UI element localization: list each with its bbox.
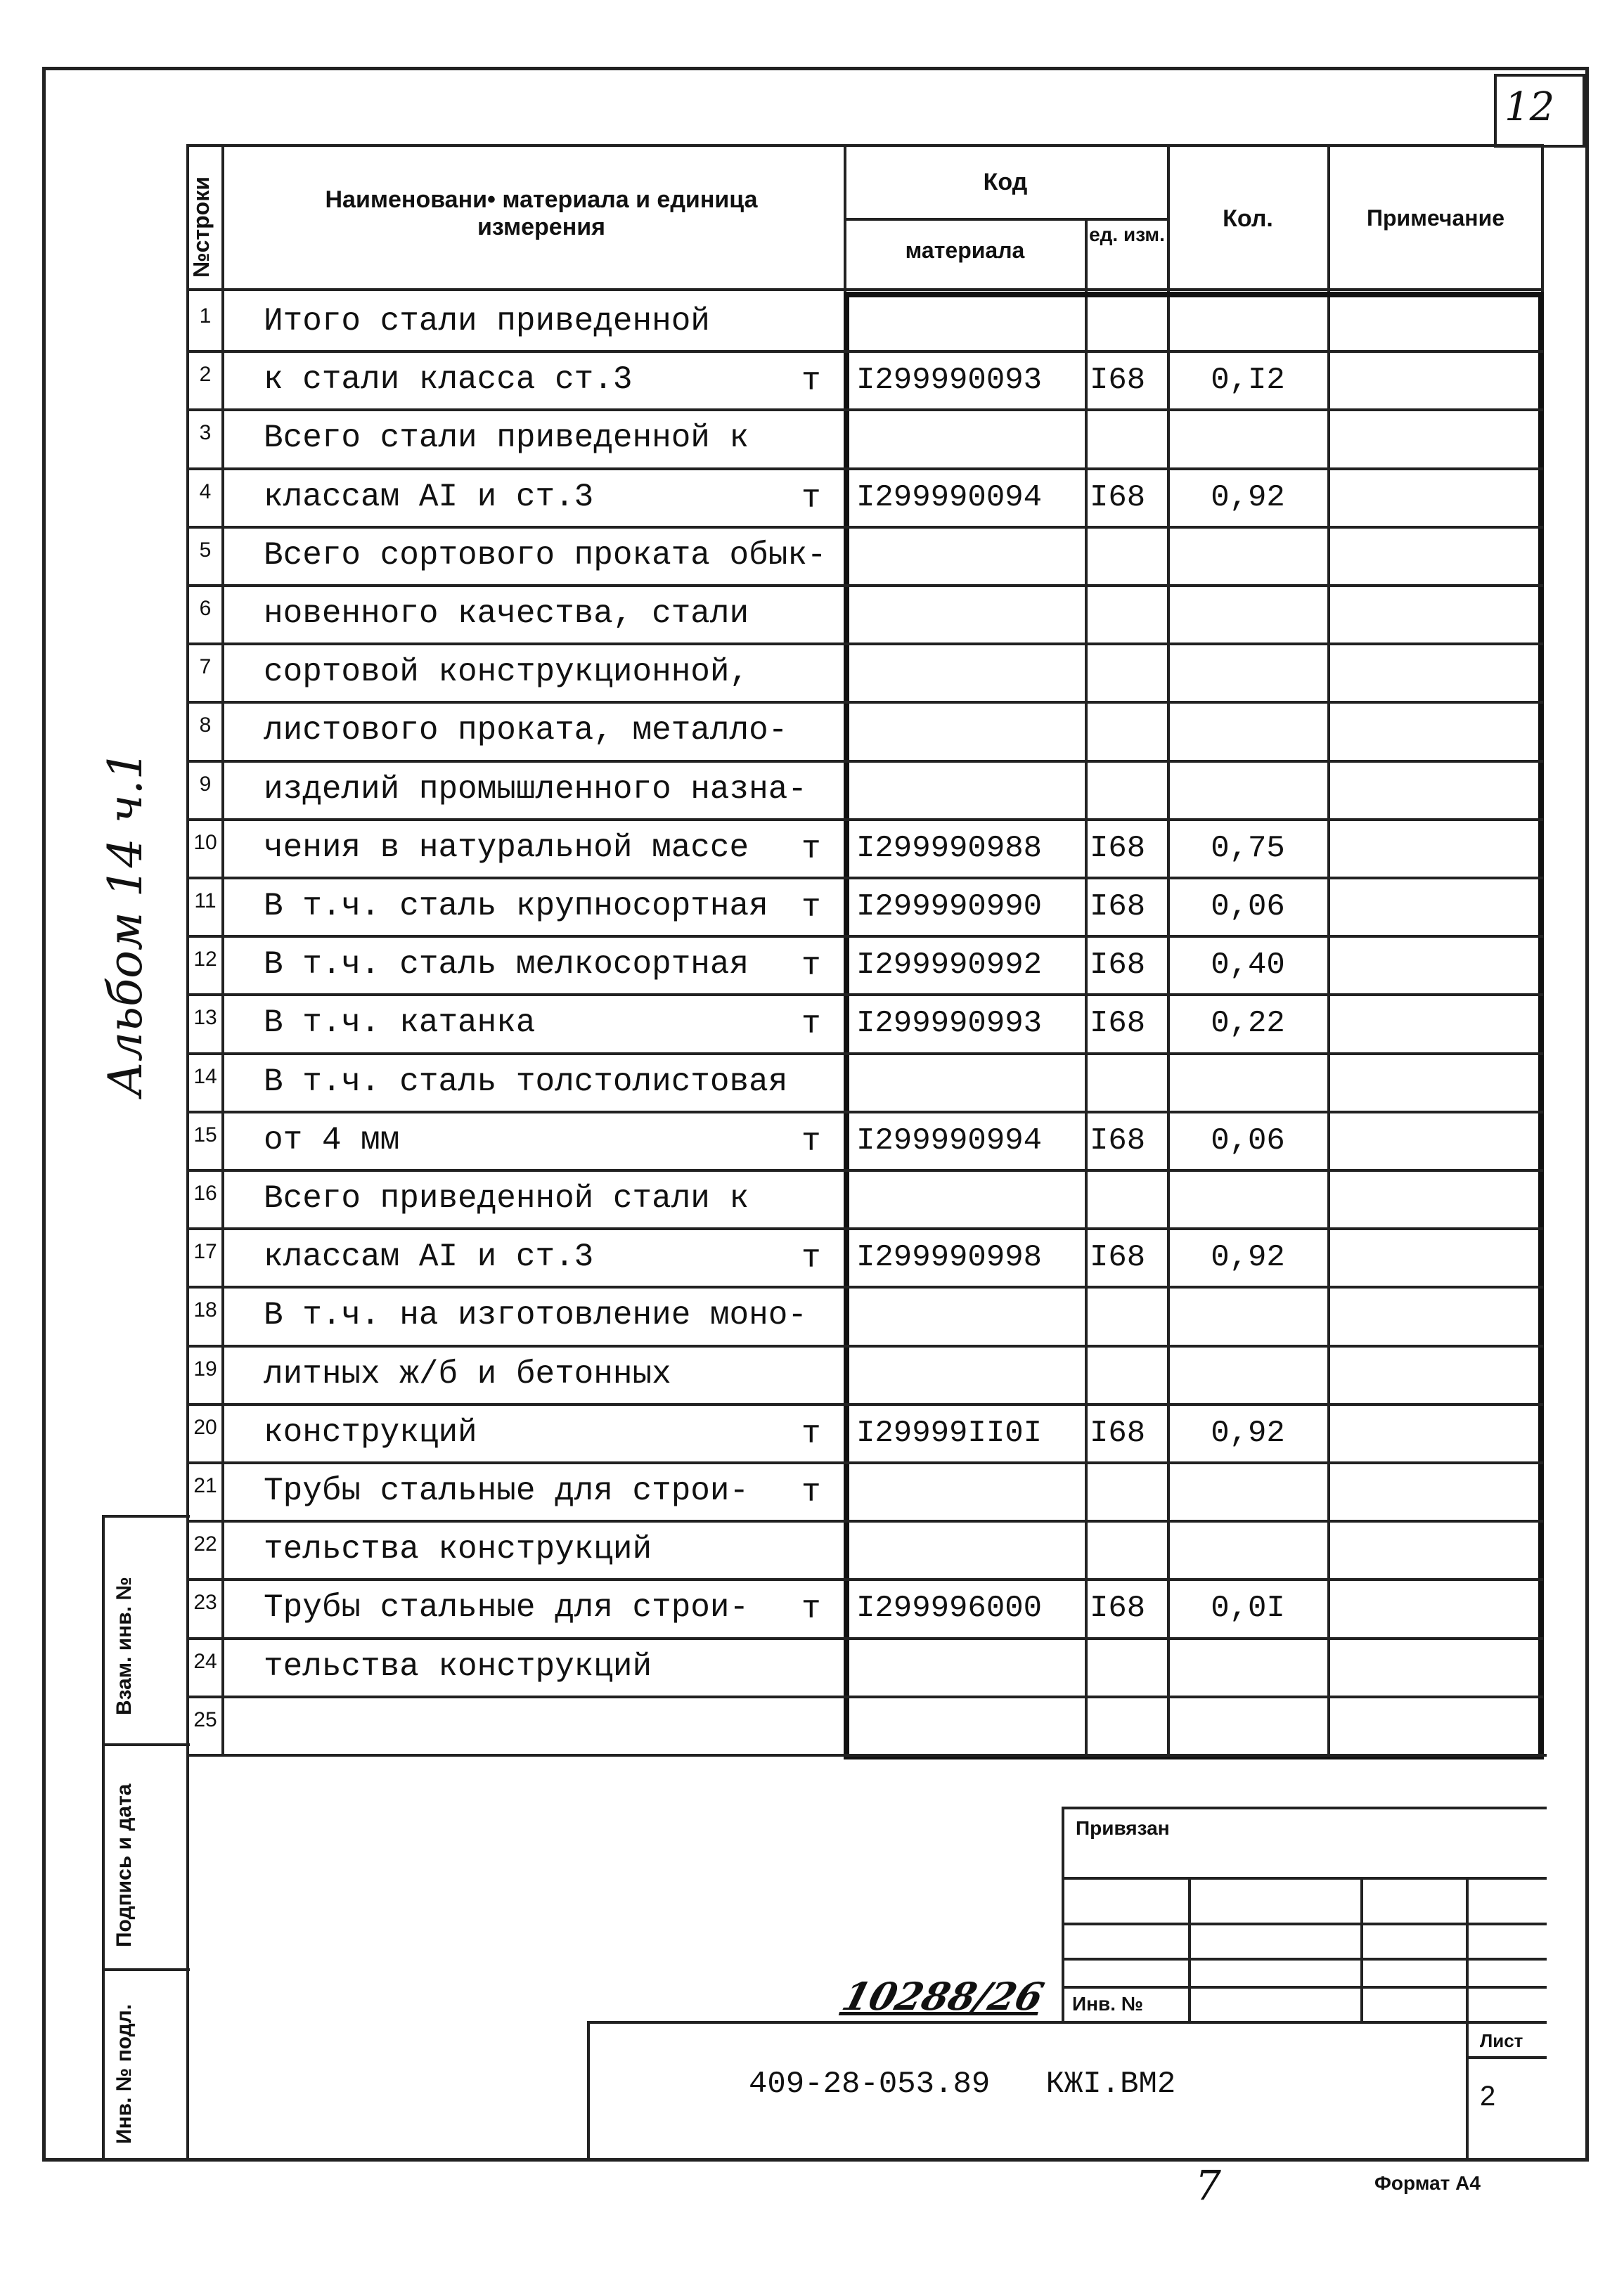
row-separator: [186, 1227, 1543, 1230]
row-separator: [186, 1696, 1543, 1698]
row-number: 23: [193, 1591, 217, 1615]
row-unit-t: т: [801, 1123, 821, 1160]
row-number: 8: [199, 713, 212, 737]
footer-format: Формат А4: [1374, 2172, 1481, 2194]
row-unit-t: т: [801, 889, 821, 926]
row-unit-t: т: [801, 830, 821, 867]
row-text: В т.ч. на изготовление моно-: [264, 1297, 807, 1334]
row-text: Всего стали приведенной к: [264, 420, 749, 457]
stamp-line: [1062, 1923, 1547, 1925]
row-number: 19: [193, 1357, 217, 1381]
row-code: I299990990: [856, 889, 1043, 924]
col-qty-left: [1167, 144, 1170, 1754]
row-unit: I68: [1090, 1415, 1146, 1451]
row-number: 15: [193, 1123, 217, 1147]
row-text: Всего сортового проката обык-: [264, 536, 827, 574]
row-separator: [186, 350, 1543, 353]
header-material: материала: [905, 238, 1025, 263]
stamp-line: [1062, 1986, 1547, 1989]
row-qty: 0,06: [1211, 1123, 1285, 1158]
row-qty: 0,0I: [1211, 1591, 1285, 1627]
title-left: [587, 2021, 590, 2162]
header-bottom-line: [186, 288, 1543, 291]
row-code: I299996000: [856, 1591, 1043, 1627]
row-unit-t: т: [801, 1240, 821, 1277]
row-separator: [186, 935, 1543, 938]
row-text: Всего приведенной стали к: [264, 1180, 749, 1217]
header-name: Наименовани• материала и единица измерения: [325, 186, 758, 241]
row-separator: [186, 1345, 1543, 1348]
col-code-left: [844, 144, 846, 292]
row-qty: 0,75: [1211, 830, 1285, 866]
side-strip-divider: [102, 1743, 190, 1746]
row-separator: [186, 1461, 1543, 1464]
stamp-line: [1062, 1958, 1547, 1961]
row-text: изделий промышленного назна-: [264, 770, 807, 808]
row-unit-t: т: [801, 363, 821, 400]
stamp-col: [1360, 1877, 1363, 2021]
row-text: Итого стали приведенной: [264, 303, 710, 340]
row-qty: 0,92: [1211, 1240, 1285, 1276]
row-text: сортовой конструкционной,: [264, 654, 749, 691]
row-unit-t: т: [801, 479, 821, 517]
row-qty: 0,92: [1211, 479, 1285, 515]
row-number: 24: [193, 1649, 217, 1673]
row-text: новенного качества, стали: [264, 595, 749, 632]
table-bottom-line: [186, 1754, 1547, 1757]
row-text: Трубы стальные для строи-: [264, 1589, 749, 1627]
row-number: 13: [193, 1006, 217, 1030]
row-number: 2: [199, 363, 212, 387]
row-number: 18: [193, 1298, 217, 1322]
signature: 10288/26: [837, 1974, 1049, 2019]
row-unit-t: т: [801, 948, 821, 985]
header-qty: Кол.: [1223, 205, 1273, 232]
row-separator: [186, 642, 1543, 645]
stamp-privyazan: Привязан: [1076, 1817, 1170, 1839]
row-unit-t: т: [801, 1591, 821, 1628]
row-unit: I68: [1090, 479, 1146, 515]
row-separator: [186, 467, 1543, 470]
col-unit-body: [1085, 292, 1088, 1757]
row-text: В т.ч. катанка: [264, 1005, 536, 1042]
body-top-line: [844, 292, 1544, 297]
row-code: I299990988: [856, 830, 1043, 866]
row-unit: I68: [1090, 363, 1146, 399]
row-qty: 0,92: [1211, 1415, 1285, 1451]
row-number: 16: [193, 1182, 217, 1205]
title-list-divider: [1466, 2056, 1547, 2059]
col-note-left: [1327, 144, 1330, 1754]
row-code: I299990094: [856, 479, 1043, 515]
row-code: I299990998: [856, 1240, 1043, 1276]
header-row-no: №строки: [188, 176, 214, 278]
row-number: 1: [199, 304, 212, 328]
row-separator: [186, 1520, 1543, 1523]
stamp-col: [1188, 1877, 1191, 2021]
header-top-line: [186, 144, 1543, 147]
row-separator: [186, 1286, 1543, 1289]
row-text: В т.ч. сталь крупносортная: [264, 888, 768, 924]
header-note: Примечание: [1366, 205, 1505, 231]
side-podpis-label: Подпись и дата: [112, 1783, 136, 1947]
header-code: Код: [983, 169, 1028, 195]
row-text: чения в натуральной массе: [264, 829, 749, 866]
row-code: I299990093: [856, 363, 1043, 399]
row-separator: [186, 1111, 1543, 1113]
row-text: В т.ч. сталь толстолистовая: [264, 1063, 788, 1100]
row-number: 14: [193, 1064, 217, 1088]
row-unit: I68: [1090, 948, 1146, 983]
row-unit-t: т: [801, 1415, 821, 1452]
row-number: 20: [193, 1415, 217, 1439]
row-separator: [186, 760, 1543, 763]
row-code: I29999II0I: [856, 1415, 1043, 1451]
stamp-line: [1062, 1877, 1547, 1880]
row-text: классам AI и ст.3: [264, 478, 594, 515]
side-strip-divider: [102, 1968, 190, 1971]
row-qty: 0,40: [1211, 948, 1285, 983]
table-left-line: [186, 144, 189, 2162]
row-unit: I68: [1090, 1006, 1146, 1042]
row-number: 9: [199, 772, 212, 796]
row-text: тельства конструкций: [264, 1531, 652, 1568]
row-text: В т.ч. сталь мелкосортная: [264, 946, 749, 983]
row-unit: I68: [1090, 1591, 1146, 1627]
row-number: 3: [199, 421, 212, 445]
row-separator: [186, 701, 1543, 704]
row-separator: [186, 818, 1543, 821]
row-separator: [186, 408, 1543, 411]
row-unit-t: т: [801, 1474, 821, 1511]
row-text: Трубы стальные для строи-: [264, 1473, 749, 1509]
row-text: конструкций: [264, 1414, 477, 1451]
row-code: I299990993: [856, 1006, 1043, 1042]
row-number: 17: [193, 1240, 217, 1264]
row-text: от 4 мм: [264, 1121, 400, 1158]
row-separator: [186, 1637, 1543, 1640]
row-text: литных ж/б и бетонных: [264, 1355, 671, 1393]
side-strip-divider: [102, 1515, 190, 1518]
row-text: классам AI и ст.3: [264, 1239, 594, 1276]
row-code: I299990992: [856, 948, 1043, 983]
row-separator: [186, 584, 1543, 587]
col-unit-left: [1085, 218, 1088, 292]
row-number: 12: [193, 948, 217, 971]
doc-code: 409-28-053.89 КЖI.ВМ2: [749, 2067, 1176, 2102]
album-label: Альбом 14 ч.1: [98, 750, 153, 1097]
side-vzam-label: Взам. инв. №: [112, 1577, 136, 1715]
row-text: листового проката, металло-: [264, 712, 788, 749]
row-unit: I68: [1090, 830, 1146, 866]
row-unit: I68: [1090, 1123, 1146, 1158]
side-strip-line: [102, 1515, 105, 2162]
row-separator: [186, 526, 1543, 529]
row-separator: [186, 877, 1543, 879]
stamp-top: [1062, 1807, 1547, 1809]
stamp-left: [1062, 1807, 1064, 2021]
row-separator: [186, 1052, 1543, 1055]
rownum-col-line: [221, 144, 224, 1754]
row-text: к стали класса ст.3: [264, 361, 633, 399]
row-number: 5: [199, 538, 212, 562]
row-number: 22: [193, 1532, 217, 1556]
row-number: 11: [194, 889, 217, 912]
row-number: 25: [193, 1707, 217, 1731]
row-number: 4: [199, 479, 212, 503]
row-separator: [186, 1169, 1543, 1172]
row-separator: [186, 1578, 1543, 1581]
row-text: тельства конструкций: [264, 1648, 652, 1685]
row-separator: [186, 993, 1543, 996]
stamp-list-value: 2: [1480, 2081, 1496, 2112]
row-number: 6: [199, 597, 212, 620]
header-code-divider: [844, 218, 1167, 221]
stamp-inv-no: Инв. №: [1072, 1993, 1144, 2015]
row-separator: [186, 1403, 1543, 1406]
side-inv-podl-label: Инв. № подл.: [112, 2003, 136, 2144]
row-qty: 0,22: [1211, 1006, 1285, 1042]
row-unit: I68: [1090, 889, 1146, 924]
stamp-list-label: Лист: [1480, 2030, 1523, 2051]
stamp-col: [1466, 1877, 1469, 2021]
header-unit: ед. изм.: [1089, 224, 1165, 245]
row-qty: 0,06: [1211, 889, 1285, 924]
row-unit: I68: [1090, 1240, 1146, 1276]
title-top: [587, 2021, 1547, 2024]
row-code: I299990994: [856, 1123, 1043, 1158]
row-number: 21: [193, 1474, 217, 1497]
row-unit-t: т: [801, 1006, 821, 1043]
code-frame-left: [844, 292, 849, 1757]
row-number: 7: [199, 655, 212, 679]
row-number: 10: [193, 830, 217, 854]
page-number: 12: [1504, 84, 1555, 130]
right-frame: [1538, 292, 1544, 1757]
footer-page: 7: [1195, 2162, 1221, 2209]
title-list-left: [1466, 2021, 1469, 2162]
row-qty: 0,I2: [1211, 363, 1285, 399]
